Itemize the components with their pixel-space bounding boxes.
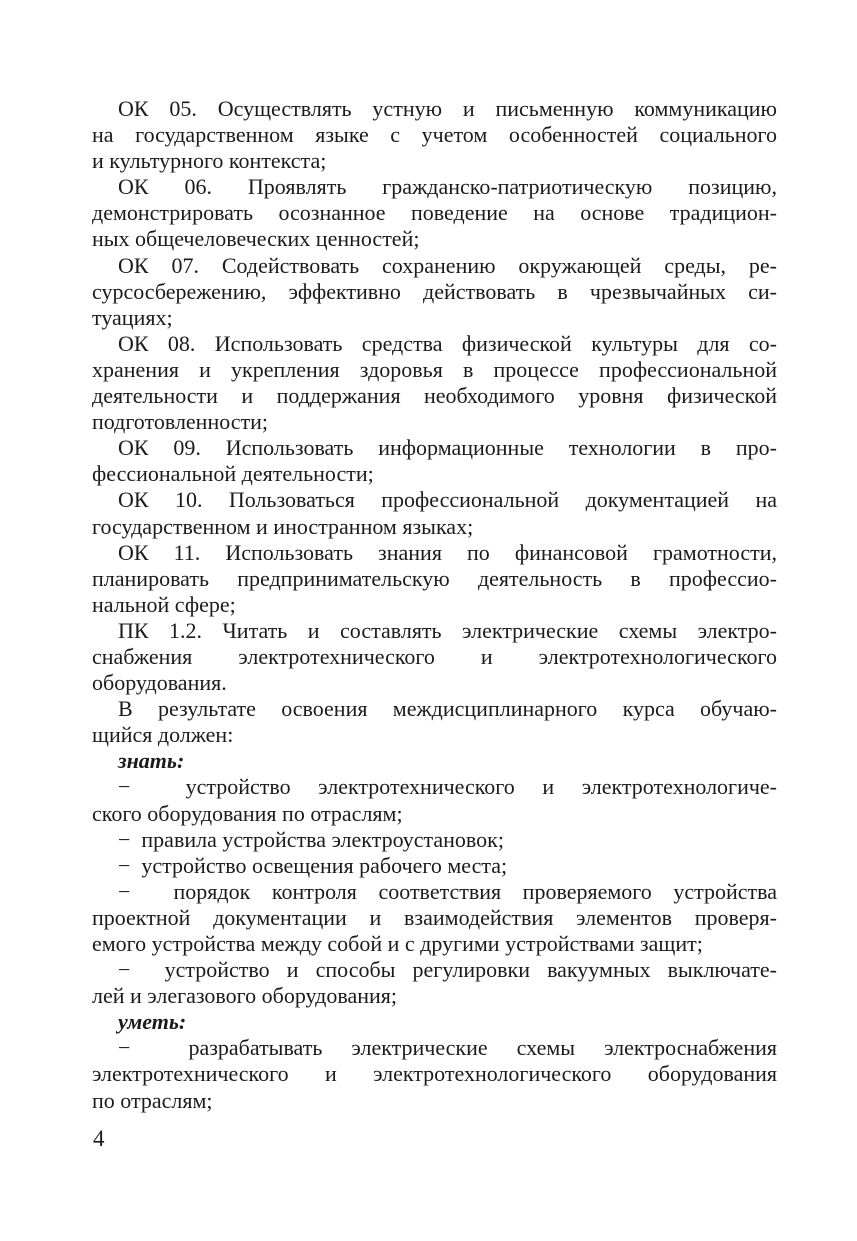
text-line: уметь:: [118, 1009, 187, 1035]
text-line: ОК 09. Использовать информационные технологии в про-: [118, 435, 777, 461]
text-line: планировать предпринимательскую деятельность в профессио-: [92, 565, 777, 591]
text-line: и культурного контекста;: [92, 148, 327, 174]
text-line: В результате освоения междисциплинарного курса обучаю-: [118, 696, 777, 722]
text-line: снабжения электротехнического и электротехнологического: [92, 643, 777, 669]
text-line: нальной сфере;: [92, 591, 236, 617]
text-line: − порядок контроля соответствия проверяемого устройства: [118, 878, 777, 904]
text-line: подготовленности;: [92, 409, 269, 435]
text-line: − устройство освещения рабочего места;: [118, 852, 508, 878]
text-line: ОК 08. Использовать средства физической культуры для со-: [118, 330, 777, 356]
text-line: ОК 05. Осуществлять устную и письменную коммуникацию: [118, 96, 777, 121]
text-line: ского оборудования по отраслям;: [92, 800, 403, 826]
text-line: проектной документации и взаимодействия элементов проверя-: [92, 904, 777, 930]
text-line: ОК 07. Содействовать сохранению окружающей среды, ре-: [118, 252, 777, 278]
text-block: [92, 96, 777, 1114]
text-line: деятельности и поддержания необходимого уровня физической: [92, 383, 777, 409]
text-line: − правила устройства электроустановок;: [118, 826, 504, 852]
text-line: − разрабатывать электрические схемы электроснабжения: [118, 1035, 777, 1061]
text-line: по отраслям;: [92, 1087, 213, 1113]
text-line: − устройство и способы регулировки вакуумных выключате-: [118, 957, 777, 983]
text-line: щийся должен:: [92, 722, 234, 748]
text-line: ных общечеловеческих ценностей;: [92, 226, 420, 252]
text-line: сурсосбережению, эффективно действовать в чрезвычайных си-: [92, 278, 777, 304]
text-line: демонстрировать осознанное поведение на основе традицион-: [92, 200, 777, 226]
text-line: − устройство электротехнического и электротехнологиче-: [118, 774, 777, 800]
text-line: емого устройства между собой и с другими устройствами защит;: [92, 931, 703, 956]
text-line: ОК 10. Пользоваться профессиональной документацией на: [118, 487, 777, 513]
text-line: хранения и укрепления здоровья в процессе профессиональной: [92, 356, 777, 382]
text-line: ОК 11. Использовать знания по финансовой грамотности,: [118, 539, 777, 565]
text-line: государственном и иностранном языках;: [92, 513, 474, 539]
text-line: оборудования.: [92, 670, 227, 696]
text-line: на государственном языке с учетом особенностей социального: [92, 122, 777, 148]
text-line: электротехнического и электротехнологического оборудования: [92, 1061, 777, 1087]
text-line: туациях;: [92, 304, 173, 330]
text-line: фессиональной деятельности;: [92, 461, 374, 487]
text-line: ПК 1.2. Читать и составлять электрические схемы электро-: [118, 617, 777, 643]
text-line: знать:: [118, 748, 185, 774]
text-line: лей и элегазового оборудования;: [92, 983, 397, 1009]
text-line: ОК 06. Проявлять гражданско-патриотическую позицию,: [118, 174, 777, 200]
page-number: 4: [93, 1126, 105, 1151]
